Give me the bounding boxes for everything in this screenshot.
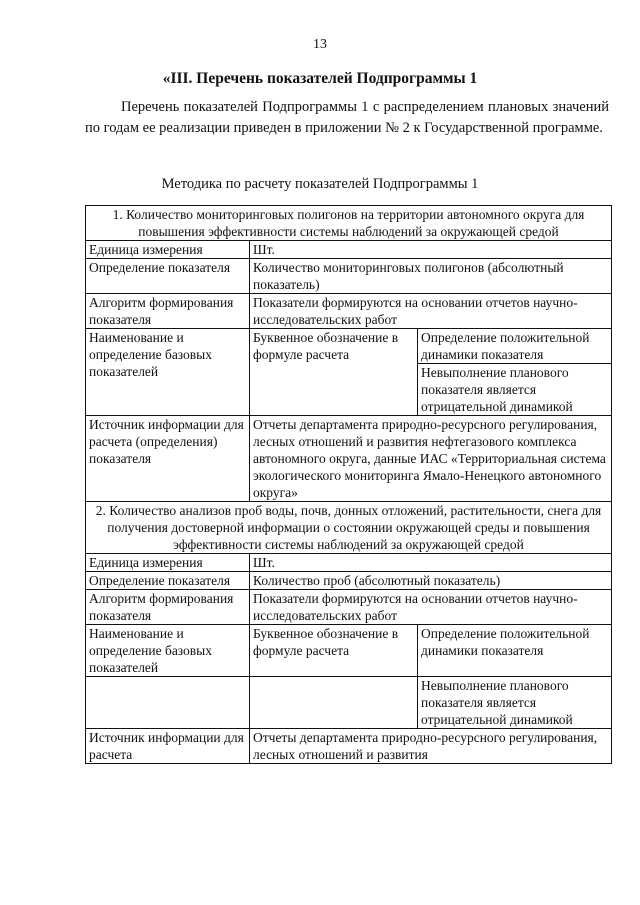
table-row	[86, 590, 612, 625]
indicator2-definition: Количество проб (абсолютный показатель)	[250, 572, 612, 590]
positive-def-label: Определение положительной динамики показателя	[418, 329, 612, 364]
letter-label: Буквенное обозначение в формуле расчета	[250, 329, 418, 416]
methodology-title: Методика по расчету показателей Подпрограммы 1	[161, 176, 479, 192]
definition-label: Определение показателя	[86, 572, 250, 590]
indicator1-negative: Невыполнение планового показателя является отрицательной динамикой	[418, 364, 612, 416]
source-label: Источник информации для расчета	[86, 729, 250, 764]
indicator2-unit: Шт.	[250, 554, 612, 572]
unit-label: Единица измерения	[86, 241, 250, 259]
intro-paragraph: Перечень показателей Подпрограммы 1 с распределением плановых значений по годам ее реализации приведен в приложении № 2 к Государственной программе.	[85, 99, 609, 136]
indicator1-source: Отчеты департамента природно-ресурсного регулирования, лесных отношений и развития нефтегазового комплекса автономного округа, данные ИАС «Территориальная система экологического мониторинга Ямало-Ненецкого автономного округа»	[250, 416, 612, 502]
letter-label: Буквенное обозначение в формуле расчета	[250, 625, 418, 677]
table-row	[86, 625, 612, 677]
indicator1-unit: Шт.	[250, 241, 612, 259]
indicator1-title: 1. Количество мониторинговых полигонов на территории автономного округа для повышения эффективности системы наблюдений за окружающей средой	[86, 206, 612, 241]
indicator2-title: 2. Количество анализов проб воды, почв, донных отложений, растительности, снега для получения достоверной информации о состоянии окружающей среды и повышения эффективности системы наблюдений за окружающей средой	[86, 502, 612, 554]
table-row	[86, 416, 612, 502]
page-number: 13	[313, 37, 327, 52]
section-heading: «III. Перечень показателей Подпрограммы 1	[162, 70, 478, 87]
table-row	[86, 502, 612, 554]
algorithm-label: Алгоритм формирования показателя	[86, 590, 250, 625]
source-label: Источник информации для расчета (определения) показателя	[86, 416, 250, 502]
unit-label: Единица измерения	[86, 554, 250, 572]
algorithm-label: Алгоритм формирования показателя	[86, 294, 250, 329]
table-row	[86, 259, 612, 294]
indicator1-algorithm: Показатели формируются на основании отчетов научно-исследовательских работ	[250, 294, 612, 329]
table-row	[86, 329, 612, 364]
empty-cell	[250, 677, 418, 729]
definition-label: Определение показателя	[86, 259, 250, 294]
base-names-label: Наименование и определение базовых показателей	[86, 329, 250, 416]
empty-cell	[86, 677, 250, 729]
base-names-label: Наименование и определение базовых показателей	[86, 625, 250, 677]
indicator2-algorithm: Показатели формируются на основании отчетов научно-исследовательских работ	[250, 590, 612, 625]
table-row	[86, 677, 612, 729]
indicator2-source: Отчеты департамента природно-ресурсного регулирования, лесных отношений и развития	[250, 729, 612, 764]
indicator2-negative: Невыполнение планового показателя является отрицательной динамикой	[418, 677, 612, 729]
table-row	[86, 554, 612, 572]
positive-def-label: Определение положительной динамики показателя	[418, 625, 612, 677]
table-row	[86, 729, 612, 764]
table-row	[86, 572, 612, 590]
indicator1-definition: Количество мониторинговых полигонов (абсолютный показатель)	[250, 259, 612, 294]
table-row	[86, 241, 612, 259]
indicators-table	[85, 205, 612, 764]
table-row	[86, 294, 612, 329]
table-row	[86, 206, 612, 241]
